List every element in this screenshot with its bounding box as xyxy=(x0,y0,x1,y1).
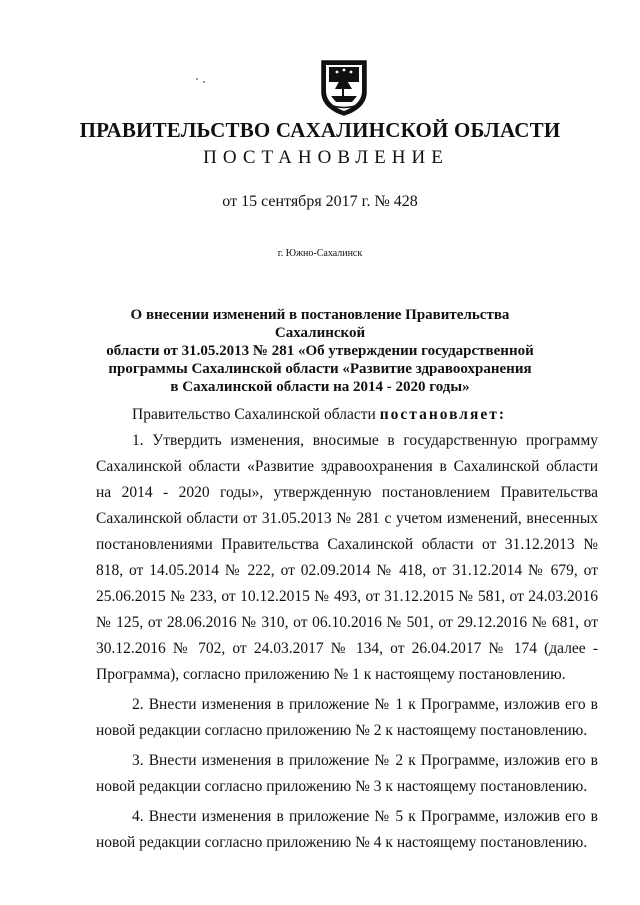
paragraph-item-2: 2. Внести изменения в приложение № 1 к Программе, изложив его в новой редакции согласно приложению № 2 к настоящему постановлению. xyxy=(96,696,598,739)
subject-line: О внесении изменений в постановление Правительства Сахалинской xyxy=(130,307,510,341)
city-name: г. Южно-Сахалинск xyxy=(277,248,363,259)
intro-emphasis: постановляет: xyxy=(379,406,507,423)
document-type: ПОСТАНОВЛЕНИЕ xyxy=(203,147,449,168)
coat-of-arms-icon xyxy=(319,58,369,116)
intro-text: Правительство Сахалинской области xyxy=(132,406,376,423)
date-number: от 15 сентября 2017 г. № 428 xyxy=(222,193,418,210)
document-body xyxy=(96,402,598,856)
subject-line: программы Сахалинской области «Развитие здравоохранения xyxy=(108,361,532,377)
document-subject xyxy=(90,306,550,396)
paragraph-item-4: 4. Внести изменения в приложение № 5 к Программе, изложив его в новой редакции согласно приложению № 4 к настоящему постановлению. xyxy=(96,808,598,851)
paragraph-item-1: 1. Утвердить изменения, вносимые в государственную программу Сахалинской области «Развитие здравоохранения в Сахалинской области на 2014 - 2020 годы», утвержденную постановлением Правительства Сахалинской области от 31.05.2013 № 281 с учетом изменений, внесенных постановлениями Правительства Сахалинской области от 31.12.2013 № 818, от 14.05.2014 № 222, от 02.09.2014 № 418, от 31.12.2014 № 679, от 25.06.2015 № 233, от 10.12.2015 № 493, от 31.12.2015 № 581, от 24.03.2016 № 125, от 28.06.2016 № 310, от 06.10.2016 № 501, от 29.12.2016 № 681, от 30.12.2016 № 702, от 24.03.2017 № 134, от 26.04.2017 № 174 (далее - Программа), согласно приложению № 1 к настоящему постановлению. xyxy=(96,432,598,683)
paragraph-item-3: 3. Внести изменения в приложение № 2 к Программе, изложив его в новой редакции согласно приложению № 3 к настоящему постановлению. xyxy=(96,752,598,795)
intro-paragraph xyxy=(96,402,598,428)
scan-speck xyxy=(203,81,205,83)
subject-line: в Сахалинской области на 2014 - 2020 годы» xyxy=(170,379,470,395)
scan-speck xyxy=(196,78,198,80)
subject-line: области от 31.05.2013 № 281 «Об утверждении государственной xyxy=(106,343,534,359)
organization-title: ПРАВИТЕЛЬСТВО САХАЛИНСКОЙ ОБЛАСТИ xyxy=(79,118,561,142)
